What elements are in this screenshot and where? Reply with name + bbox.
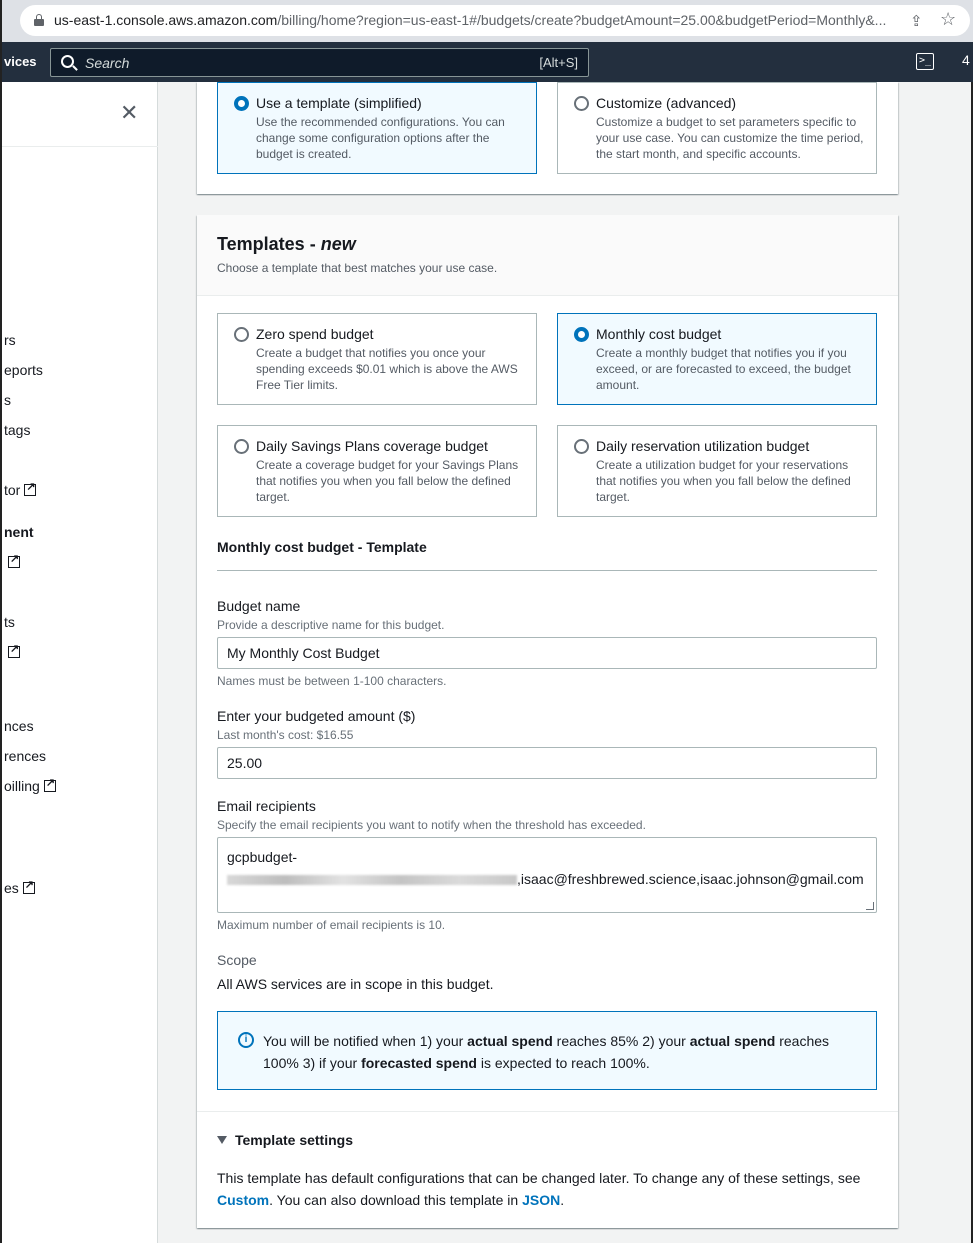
search-input[interactable] [50,48,589,77]
last-month-cost: Last month's cost: $16.55 [217,728,354,742]
sidebar-item-label: nent [4,524,34,540]
templates-desc: Choose a template that best matches your use case. [217,261,498,275]
aws-top-nav [0,42,973,82]
templates-title [217,234,356,255]
use-template-option[interactable] [217,82,537,174]
template-settings-label: Template settings [235,1132,353,1148]
info-icon: i [238,1032,254,1048]
reservation-desc: Create a utilization budget for your reservations that notifies you when you fall below the defined target. [596,458,851,504]
savings-plans-desc: Create a coverage budget for your Savings Plans that notifies you when you fall below the defined target. [256,458,519,504]
sidebar-item-label: rs [4,332,16,348]
cloudshell-icon[interactable]: >_ [916,53,934,70]
url-text[interactable] [54,12,904,28]
sidebar-item-label: nces [4,718,34,734]
zero-spend-desc: Create a budget that notifies you once your spending exceeds $0.01 which is above the AWS Free Tier limits. [256,346,518,392]
email-recipients-input[interactable] [217,837,877,913]
alert-bold-3: forecasted spend [361,1055,477,1071]
main-content [158,82,973,1243]
sidebar-item-label: s [4,392,11,408]
budget-name-desc: Provide a descriptive name for this budget. [217,618,445,632]
share-icon[interactable]: ⇪ [910,13,923,30]
zero-spend-option[interactable] [217,313,537,405]
template-settings-toggle[interactable] [217,1132,353,1148]
amount-input[interactable]: 25.00 [217,747,877,779]
monthly-cost-option[interactable] [557,313,877,405]
alert-part-4: is expected to reach 100%. [477,1055,650,1071]
alert-text [263,1030,863,1074]
use-template-title: Use a template (simplified) [256,95,422,111]
lock-icon[interactable] [34,14,44,26]
external-link-icon [44,780,56,792]
url-path: /billing/home?region=us-east-1#/budgets/create?budgetAmount=25.00&budgetPeriod=Monthly&... [277,12,887,28]
close-icon[interactable]: ✕ [120,100,139,125]
settings-text-1: This template has default configurations that can be changed later. To change any of these settings, see [217,1170,861,1186]
email-desc: Specify the email recipients you want to notify when the threshold has exceeded. [217,818,646,832]
monthly-cost-radio[interactable] [574,327,589,342]
template-settings-text [217,1167,882,1211]
browser-toolbar [0,0,973,42]
settings-text-3: . [560,1192,565,1208]
alert-part-1: You will be notified when 1) your [263,1033,468,1049]
email-line-2 [227,868,867,890]
bookmark-star-icon[interactable]: ☆ [940,9,957,29]
reservation-option[interactable] [557,425,877,517]
alert-part-3: reaches 100% 3) if your [263,1033,830,1071]
budget-name-label: Budget name [217,598,301,614]
templates-panel [197,215,898,1228]
settings-text-2: . You can also download this template in [269,1192,523,1208]
monthly-cost-title: Monthly cost budget [596,326,722,342]
email-label: Email recipients [217,798,316,814]
caret-down-icon [217,1136,227,1144]
search-placeholder: Search [85,55,130,71]
external-link-icon [24,484,36,496]
savings-plans-title: Daily Savings Plans coverage budget [256,438,488,454]
json-link[interactable]: JSON [522,1192,561,1208]
sidebar-item[interactable] [4,362,43,378]
email-hint: Maximum number of email recipients is 10. [217,918,446,932]
sidebar-item[interactable] [4,332,16,348]
sidebar-item[interactable] [4,880,35,896]
redacted-email [227,875,517,885]
custom-link[interactable]: Custom [217,1192,270,1208]
sidebar-divider [2,146,158,147]
alert-bold-2: actual spend [689,1033,776,1049]
sidebar-item[interactable] [4,422,30,438]
scope-value: All AWS services are in scope in this budget. [217,976,494,992]
templates-header [197,215,898,296]
monthly-cost-desc: Create a monthly budget that notifies you if you exceed, or are forecasted to exceed, the budget amount. [596,346,851,392]
side-navigation [0,82,158,1243]
sidebar-item-label: oilling [4,778,40,794]
templates-title-text: Templates - [217,234,321,254]
sidebar-item-label: tor [4,482,21,498]
reservation-radio[interactable] [574,439,589,454]
budget-name-hint: Names must be between 1-100 characters. [217,674,447,688]
zero-spend-title: Zero spend budget [256,326,374,342]
customize-option[interactable] [557,82,877,174]
sidebar-item[interactable] [4,778,56,794]
settings-divider [197,1111,898,1112]
customize-radio[interactable] [574,96,589,111]
external-link-icon [8,646,20,658]
search-icon [61,55,74,68]
nav-more[interactable]: 4 [962,52,970,68]
zero-spend-radio[interactable] [234,327,249,342]
alert-bold-1: actual spend [467,1033,553,1049]
use-template-radio[interactable] [234,96,249,111]
external-link-icon [23,882,35,894]
url-host: us-east-1.console.aws.amazon.com [54,12,278,28]
sidebar-item[interactable] [4,554,20,570]
customize-desc: Customize a budget to set parameters specific to your use case. You can customize the time period, the start month, and specific accounts. [596,115,864,161]
budget-setup-panel [197,82,898,194]
customize-title: Customize (advanced) [596,95,737,111]
services-menu[interactable]: vices [4,54,37,69]
sidebar-item-label: rences [4,748,47,764]
address-bar[interactable] [20,5,970,36]
alert-part-2: reaches 85% 2) your [552,1033,690,1049]
sidebar-item[interactable] [4,392,11,408]
sidebar-item-label: tags [4,422,31,438]
use-template-desc: Use the recommended configurations. You can change some configuration options after the budget is created. [256,115,505,161]
savings-plans-radio[interactable] [234,439,249,454]
email-line-2-text: ,isaac@freshbrewed.science,isaac.johnson@gmail.com [517,871,864,887]
section-title: Monthly cost budget - Template [217,539,427,555]
resize-handle[interactable] [866,902,874,910]
email-line-1: gcpbudget- [227,849,298,865]
search-shortcut: [Alt+S] [539,55,578,70]
external-link-icon [8,556,20,568]
amount-label: Enter your budgeted amount ($) [217,708,416,724]
sidebar-item-label: es [4,880,19,896]
savings-plans-option[interactable] [217,425,537,517]
sidebar-item-label: eports [4,362,43,378]
sidebar-item[interactable] [4,614,15,630]
section-divider [217,570,877,571]
budget-name-input[interactable]: My Monthly Cost Budget [217,637,877,669]
templates-title-new: new [320,234,356,254]
sidebar-item[interactable] [4,524,34,540]
sidebar-item[interactable] [4,482,36,498]
reservation-title: Daily reservation utilization budget [596,438,810,454]
sidebar-item-label: ts [4,614,15,630]
sidebar-item[interactable] [4,644,20,660]
scope-label: Scope [217,952,257,968]
sidebar-item[interactable] [4,748,46,764]
notification-info-alert [217,1011,877,1090]
sidebar-item[interactable] [4,718,34,734]
